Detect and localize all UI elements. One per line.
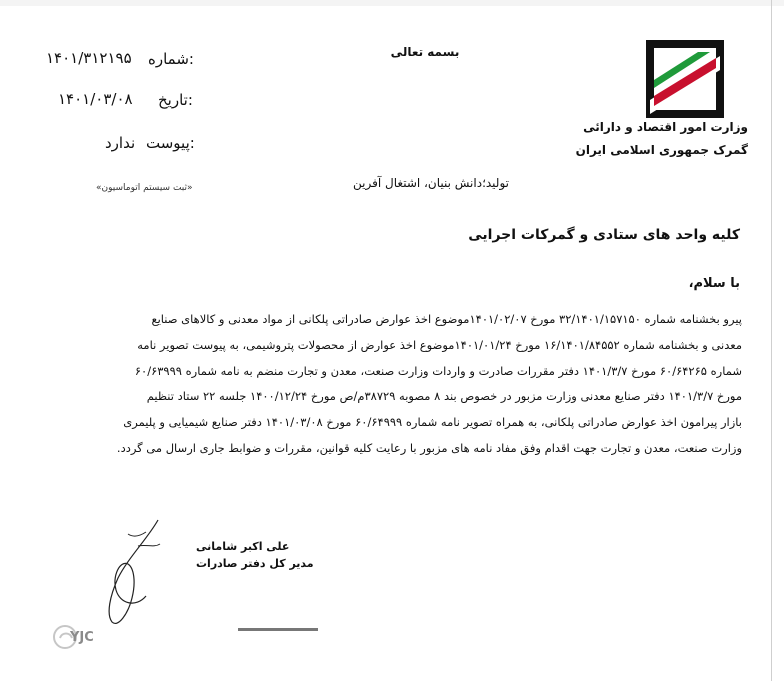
customs-logo-icon bbox=[646, 40, 724, 118]
signatory-name: علی اکبر شامانی bbox=[196, 540, 290, 553]
handwritten-signature bbox=[88, 518, 208, 628]
automation-registration-note: «ثبت سیستم اتوماسیون» bbox=[96, 183, 193, 193]
letter-body bbox=[62, 307, 742, 462]
recipient-heading: کلیه واحد های ستادی و گمرکات اجرایی bbox=[468, 227, 740, 243]
body-line: بازار پیرامون اخذ عوارض صادراتی پلکانی، به همراه تصویر نامه شماره ۶۰/۶۴۹۹۹ مورخ ۱۴۰۱/۰۳/۰۸ دفتر صنایع شیمیایی و پلیمری bbox=[123, 415, 742, 430]
watermark-text: YJC bbox=[70, 630, 94, 645]
org-line-customs: گمرک جمهوری اسلامی ایران bbox=[575, 143, 748, 157]
body-line: مورخ ۱۴۰۱/۳/۷ دفتر صنایع معدنی وزارت مزبور در خصوص بند ۸ مصوبه ۳۸۷۲۹م/ص مورخ ۱۴۰۰/۱۲/۲۴ جلسه ۲۲ ستاد تنظیم bbox=[146, 389, 742, 404]
body-line: وزارت صنعت، معدن و تجارت جهت اقدام وفق مفاد نامه های مزبور با رعایت کلیه قوانین، مقررات و ضوابط جاری ارسال می گردد. bbox=[116, 440, 742, 455]
number-value: ۱۴۰۱/۳۱۲۱۹۵ bbox=[46, 49, 132, 67]
date-label: :تاریخ bbox=[158, 91, 193, 109]
attachment-label: :پیوست bbox=[146, 134, 195, 152]
greeting: با سلام، bbox=[688, 276, 740, 291]
page-top-edge bbox=[0, 0, 784, 6]
body-line: معدنی و بخشنامه شماره ۱۶/۱۴۰۱/۸۴۵۵۲ مورخ ۱۴۰۱/۰۱/۲۴موضوع اخذ عوارض از محصولات پتروشیمی، به پیوست تصویر نامه bbox=[137, 337, 742, 352]
signature-underline bbox=[238, 628, 318, 631]
besme-heading: بسمه تعالی bbox=[390, 45, 460, 59]
year-slogan: تولید؛دانش بنیان، اشتغال آفرین bbox=[353, 176, 509, 190]
attachment-value: ندارد bbox=[105, 134, 136, 152]
number-label: :شماره bbox=[148, 50, 194, 68]
org-line-ministry: وزارت امور اقتصاد و دارائی bbox=[583, 120, 748, 134]
body-line: شماره ۶۰/۶۴۲۶۵ مورخ ۱۴۰۱/۳/۷ دفتر مقررات صادرت و واردات وزارت صنعت، معدن و تجارت منضم به نامه شماره ۶۰/۶۳۹۹۹ bbox=[134, 363, 742, 378]
signatory-title: مدیر کل دفتر صادرات bbox=[196, 557, 314, 570]
body-line: پیرو بخشنامه شماره ۳۲/۱۴۰۱/۱۵۷۱۵۰ مورخ ۱۴۰۱/۰۲/۰۷موضوع اخذ عوارض صادراتی پلکانی از مواد معدنی و کالاهای صنایع bbox=[151, 312, 742, 326]
date-value: ۱۴۰۱/۰۳/۰۸ bbox=[58, 90, 133, 108]
page-right-edge bbox=[771, 0, 772, 681]
